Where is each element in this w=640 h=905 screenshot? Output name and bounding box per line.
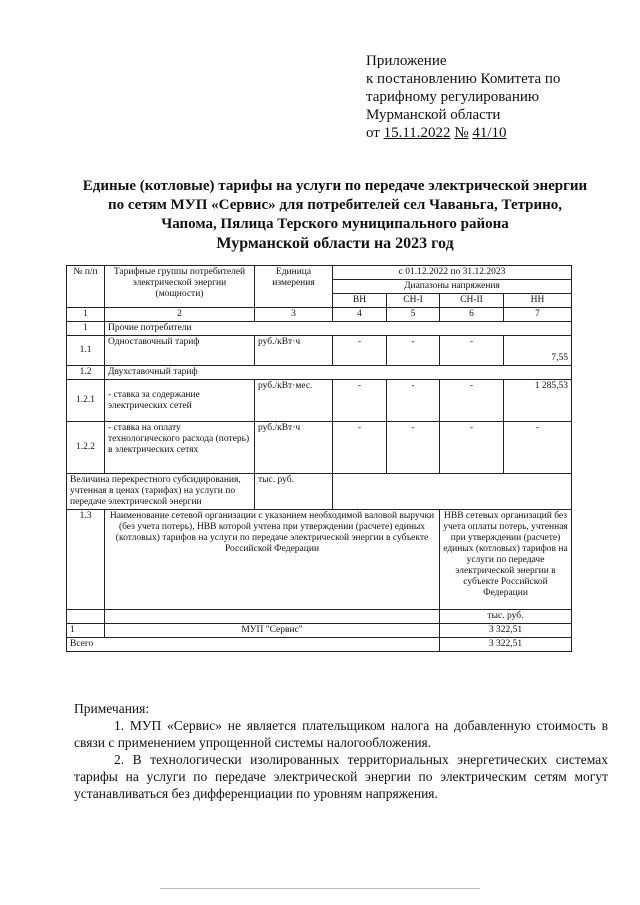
title-line: Мурманской области на 2023 год [216,235,454,252]
col-number: 3 [255,308,333,322]
value-nn: 1 285,53 [504,380,572,422]
appendix-line: Приложение [366,53,447,69]
row-unit: руб./кВт·ч [255,422,333,474]
tariff-table [66,265,572,652]
col-number: 4 [333,308,387,322]
total-value: 3 322,51 [440,638,572,652]
col-number: 6 [440,308,504,322]
note-1: 1. МУП «Сервис» не является плательщиком налога на добавленную стоимость в связи с применением упрощенной системы налогообложения. [74,718,608,750]
row-unit: руб./кВт·ч [255,336,333,366]
appendix-header [366,52,560,142]
row-num: 1.2.2 [67,422,105,474]
empty-cell [67,610,105,624]
org-value: 3 322,51 [440,624,572,638]
header-groups: Тарифные группы потребителей электрической энергии (мощности) [105,266,255,308]
row-num: 1.1 [67,336,105,366]
table-row [67,380,572,422]
appendix-date: 15.11.2022 [383,125,451,141]
column-number-row [67,308,572,322]
table-row [67,638,572,652]
row-num: 1 [67,322,105,336]
header-sn2: СН-II [440,294,504,308]
value-sn1: - [387,380,440,422]
header-nn: НН [504,294,572,308]
value-vn: - [333,380,387,422]
row-13-text: Наименование сетевой организации с указанием необходимой валовой выручки (без учета потерь), НВВ которой учтена при утверждении (расчете) единых (котловых) тарифов на услуги по передаче электрической энергии в субъекте Российской Федерации [105,510,440,610]
empty-cell [105,610,440,624]
value-sn1: - [387,336,440,366]
row-unit: тыс. руб. [440,610,572,624]
table-row [67,336,572,366]
row-label: Прочие потребители [105,322,572,336]
header-vn: ВН [333,294,387,308]
note-2: 2. В технологически изолированных территориальных энергетических системах тарифы на услуги по передаче электрической энергии по электрическим сетям могут устанавливаться без дифференциации по уровням напряжения. [74,752,608,801]
value-vn: - [333,336,387,366]
header-period: с 01.12.2022 по 31.12.2023 [333,266,572,280]
title-line: Чапома, Пялица Терского муниципального района [161,216,509,232]
row-num: 1.3 [67,510,105,610]
title-line: Единые (котловые) тарифы на услуги по передаче электрической энергии [82,178,588,194]
col-number: 7 [504,308,572,322]
col-number: 1 [67,308,105,322]
scan-artifact-line [160,888,480,889]
row-num: 1.2.1 [67,380,105,422]
total-label: Всего [67,638,440,652]
table-row [67,610,572,624]
row-unit: тыс. руб. [255,474,333,510]
col-number: 5 [387,308,440,322]
value-vn: - [333,422,387,474]
value-sn1: - [387,422,440,474]
row-label: - ставка за содержание электрических сетей [105,380,255,422]
table-row [67,366,572,380]
table-row [67,624,572,638]
value-sn2: - [440,380,504,422]
row-num: 1.2 [67,366,105,380]
row-label: Двухставочный тариф [105,366,572,380]
header-unit: Единица измерения [255,266,333,308]
notes [74,700,608,802]
org-num: 1 [67,624,105,638]
cross-subsidy-label: Величина перекрестного субсидирования, учтенная в ценах (тарифах) на услуги по передаче электрической энергии [67,474,255,510]
table-row [67,422,572,474]
value-sn2: - [440,336,504,366]
appendix-date-line [366,124,560,142]
document-title [40,177,630,253]
value-nn: 7,55 [504,336,572,366]
row-13-nvv: НВВ сетевых организаций без учета оплаты потерь, учтенная при утверждении (расчете) единых (котловых) тарифов на услуги по передаче электрической энергии в субъекте Российской Федерации [440,510,572,610]
cross-subsidy-value [333,474,572,510]
table-row [67,510,572,610]
value-sn2: - [440,422,504,474]
row-label: - ставка на оплату технологического расхода (потерь) в электрических сетях [105,422,255,474]
col-number: 2 [105,308,255,322]
appendix-prefix: от [366,125,380,141]
notes-heading: Примечания: [74,701,150,716]
header-sn1: СН-I [387,294,440,308]
row-unit: руб./кВт·мес. [255,380,333,422]
appendix-number: 41/10 [472,125,507,141]
header-ranges: Диапазоны напряжения [333,280,572,294]
table-row [67,322,572,336]
header-num: № п/п [67,266,105,308]
row-label: Одноставочный тариф [105,336,255,366]
appendix-num-sign: № [454,125,469,141]
appendix-line: тарифному регулированию [366,89,540,105]
appendix-line: к постановлению Комитета по [366,71,561,87]
value-nn: - [504,422,572,474]
table-row [67,474,572,510]
title-line: по сетям МУП «Сервис» для потребителей сел Чаваньга, Тетрино, [107,197,563,213]
org-name: МУП "Сервис" [105,624,440,638]
appendix-line: Мурманской области [366,107,501,123]
